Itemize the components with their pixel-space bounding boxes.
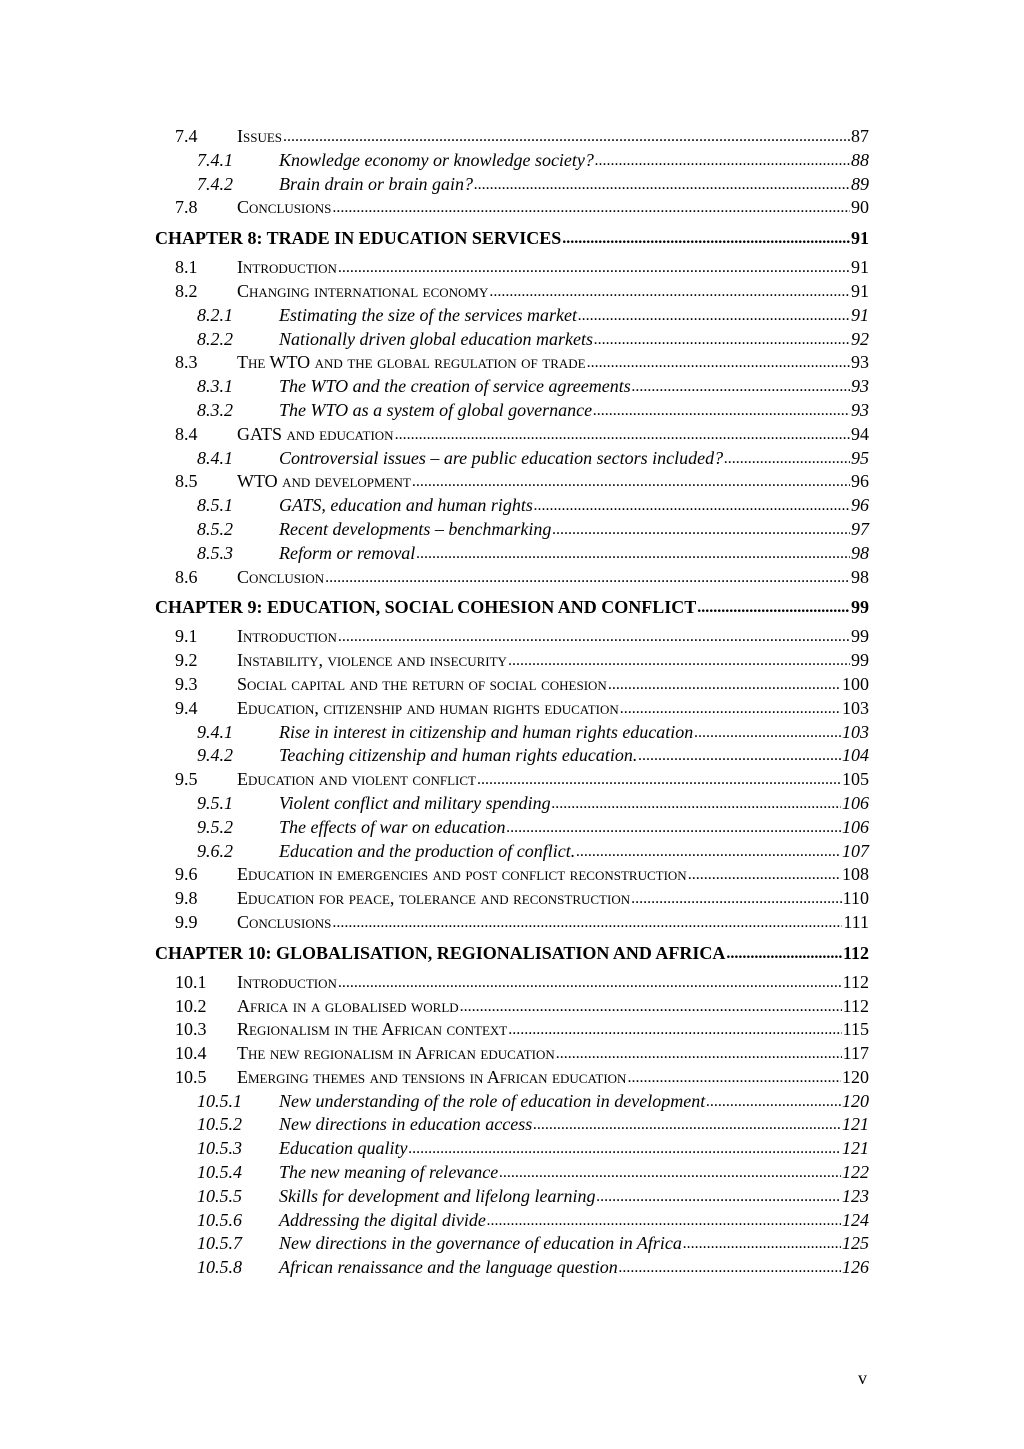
toc-entry-number: 8.3.2 [197, 399, 233, 420]
dot-leader [638, 743, 841, 768]
dot-leader [332, 910, 842, 935]
toc-entry-number: 9.4.1 [197, 721, 233, 742]
toc-entry-number: 8.2 [175, 280, 198, 301]
toc-entry-number: 10.5.7 [197, 1233, 242, 1254]
toc-entry-number: 10.5.5 [197, 1185, 242, 1206]
toc-entry[interactable] [155, 1161, 869, 1185]
toc-entry-number: 10.5.4 [197, 1162, 242, 1183]
toc-entry[interactable] [155, 328, 869, 352]
toc-entry-page: 115 [842, 1019, 869, 1040]
toc-entry-number: 8.5.2 [197, 518, 233, 539]
dot-leader [627, 1065, 841, 1090]
toc-entry[interactable] [155, 542, 869, 566]
toc-entry-page: 93 [851, 352, 869, 373]
dot-leader [460, 994, 842, 1019]
toc-entry-title: The WTO and the creation of service agreements [279, 376, 631, 397]
toc-entry-title: Education in emergencies and post conflict reconstruction [237, 864, 687, 885]
toc-entry-page: 122 [842, 1162, 869, 1183]
toc-entry-title: CHAPTER 9: EDUCATION, SOCIAL COHESION AND CONFLICT [155, 597, 697, 618]
toc-entry[interactable] [155, 887, 869, 911]
toc-entry[interactable] [155, 840, 869, 864]
toc-entry-title: Addressing the digital divide [279, 1209, 486, 1230]
toc-entry-title: Nationally driven global education markets [279, 328, 593, 349]
toc-chapter-entry[interactable] [155, 220, 869, 256]
dot-leader [283, 124, 850, 149]
toc-entry-number: 9.5.1 [197, 792, 233, 813]
toc-entry[interactable] [155, 470, 869, 494]
toc-entry-number: 10.5.8 [197, 1257, 242, 1278]
toc-entry-page: 96 [851, 471, 869, 492]
toc-entry-page: 99 [851, 626, 869, 647]
toc-entry[interactable] [155, 625, 869, 649]
dot-leader [508, 1017, 841, 1042]
toc-entry-title: Skills for development and lifelong learning [279, 1185, 596, 1206]
toc-entry[interactable] [155, 1256, 869, 1280]
toc-entry-title: Issues [237, 126, 283, 146]
dot-leader [477, 767, 841, 792]
toc-entry-page: 88 [851, 149, 869, 170]
page-number: v [858, 1368, 867, 1388]
toc-entry-page: 126 [842, 1257, 869, 1278]
dot-leader [596, 1184, 841, 1209]
toc-entry[interactable] [155, 816, 869, 840]
dot-leader [332, 195, 850, 220]
toc-entry-number: 9.6 [175, 864, 198, 885]
dot-leader [694, 720, 841, 745]
toc-entry[interactable] [155, 375, 869, 399]
dot-leader [632, 374, 850, 399]
toc-entry[interactable] [155, 494, 869, 518]
toc-entry[interactable] [155, 280, 869, 304]
toc-entry-title: Rise in interest in citizenship and human rights education [279, 721, 694, 742]
toc-entry-number: 9.8 [175, 888, 198, 909]
toc-entry[interactable] [155, 721, 869, 745]
toc-entry-number: 9.6.2 [197, 840, 233, 861]
toc-chapter-entry[interactable] [155, 935, 869, 971]
toc-entry-number: 8.4.1 [197, 447, 233, 468]
toc-entry-page: 97 [851, 518, 869, 539]
dot-leader [576, 839, 841, 864]
toc-entry-number: 8.4 [175, 423, 198, 444]
dot-leader [395, 422, 850, 447]
toc-entry-title: GATS, education and human rights [279, 495, 533, 516]
toc-entry[interactable] [155, 351, 869, 375]
toc-entry[interactable] [155, 518, 869, 542]
toc-entry-title: The effects of war on education [279, 816, 506, 837]
toc-entry-number: 7.4.1 [197, 149, 233, 170]
dot-leader [325, 565, 850, 590]
toc-entry-title: WTO and development [237, 471, 411, 492]
toc-entry-title: African renaissance and the language question [279, 1257, 618, 1278]
toc-entry-title: Emerging themes and tensions in African education [237, 1066, 627, 1087]
dot-leader [533, 1112, 841, 1137]
toc-entry-title: Teaching citizenship and human rights education. [279, 745, 638, 766]
toc-entry[interactable] [155, 1113, 869, 1137]
toc-entry-number: 9.1 [175, 626, 198, 647]
toc-entry[interactable] [155, 792, 869, 816]
dot-leader [562, 219, 850, 257]
dot-leader [724, 446, 850, 471]
dot-leader [408, 1136, 841, 1161]
dot-leader [508, 648, 850, 673]
toc-entry-page: 106 [842, 792, 869, 813]
toc-entry-page: 117 [842, 1043, 869, 1064]
dot-leader [688, 862, 841, 887]
dot-leader [338, 970, 842, 995]
toc-entry-title: Conclusions [237, 197, 332, 218]
toc-entry-page: 100 [842, 673, 869, 694]
toc-entry[interactable] [155, 1137, 869, 1161]
toc-entry-page: 103 [842, 721, 869, 742]
toc-entry-number: 7.4.2 [197, 173, 233, 194]
toc-entry-page: 91 [851, 280, 869, 301]
toc-entry-title: Education, citizenship and human rights education [237, 697, 619, 718]
toc-entry-title: Knowledge economy or knowledge society? [279, 149, 594, 170]
toc-entry-title: CHAPTER 8: TRADE IN EDUCATION SERVICES [155, 228, 562, 249]
toc-entry-number: 7.4 [175, 126, 198, 146]
toc-entry-title: Instability, violence and insecurity [237, 650, 507, 671]
toc-entry-number: 8.2.1 [197, 304, 233, 325]
toc-entry-number: 9.9 [175, 911, 198, 932]
dot-leader [499, 1160, 841, 1185]
toc-entry-page: 94 [851, 423, 869, 444]
toc-entry-number: 8.2.2 [197, 328, 233, 349]
toc-entry-number: 9.3 [175, 673, 198, 694]
toc-entry-number: 9.5.2 [197, 816, 233, 837]
toc-entry-page: 87 [851, 126, 869, 146]
dot-leader [594, 327, 850, 352]
toc-entry[interactable] [155, 911, 869, 935]
toc-entry-title: Education for peace, tolerance and reconstruction [237, 888, 631, 909]
toc-entry[interactable] [155, 256, 869, 280]
toc-chapter-entry[interactable] [155, 589, 869, 625]
dot-leader [608, 672, 841, 697]
toc-entry-number: 8.5 [175, 471, 198, 492]
toc-entry[interactable] [155, 399, 869, 423]
dot-leader [506, 815, 841, 840]
toc-entry[interactable] [155, 173, 869, 197]
toc-entry-page: 95 [851, 447, 869, 468]
toc-entry-number: 8.3.1 [197, 376, 233, 397]
dot-leader [619, 1255, 841, 1280]
toc-entry[interactable] [155, 1042, 869, 1066]
toc-entry-page: 121 [842, 1114, 869, 1135]
toc-entry-page: 92 [851, 328, 869, 349]
toc-entry-page: 91 [851, 304, 869, 325]
dot-leader [578, 303, 850, 328]
toc-entry[interactable] [155, 304, 869, 328]
table-of-contents [155, 125, 869, 1280]
toc-entry-title: Violent conflict and military spending [279, 792, 551, 813]
toc-entry-number: 8.1 [175, 257, 198, 278]
toc-entry-title: Conclusions [237, 911, 332, 932]
toc-entry-number: 10.5.3 [197, 1138, 242, 1159]
dot-leader [474, 172, 850, 197]
dot-leader [697, 588, 850, 626]
toc-entry-title: Recent developments – benchmarking [279, 518, 552, 539]
toc-entry-page: 107 [842, 840, 869, 861]
toc-entry[interactable] [155, 863, 869, 887]
dot-leader [706, 1089, 841, 1114]
toc-entry-title: Changing international economy [237, 280, 489, 301]
toc-entry-page: 98 [851, 566, 869, 587]
toc-entry-page: 110 [842, 888, 869, 909]
toc-entry-page: 112 [842, 942, 869, 963]
toc-entry-page: 125 [842, 1233, 869, 1254]
dot-leader [489, 279, 850, 304]
toc-entry[interactable] [155, 149, 869, 173]
toc-entry-number: 10.4 [175, 1043, 207, 1064]
toc-entry-page: 93 [851, 399, 869, 420]
toc-entry-title: Reform or removal [279, 542, 416, 563]
toc-entry-number: 8.6 [175, 566, 198, 587]
toc-entry[interactable] [155, 1209, 869, 1233]
toc-entry-title: Social capital and the return of social cohesion [237, 673, 607, 694]
toc-entry-title: Education and violent conflict [237, 769, 476, 790]
toc-entry-title: CHAPTER 10: GLOBALISATION, REGIONALISATION AND AFRICA [155, 942, 726, 963]
toc-entry[interactable] [155, 649, 869, 673]
toc-entry-page: 89 [851, 173, 869, 194]
toc-entry-page: 120 [842, 1066, 869, 1087]
dot-leader [338, 255, 850, 280]
dot-leader [552, 791, 841, 816]
toc-entry-number: 10.5.1 [197, 1090, 242, 1111]
toc-entry-title: Introduction [237, 257, 337, 278]
toc-entry[interactable] [155, 1066, 869, 1090]
toc-entry-title: The new regionalism in African education [237, 1043, 555, 1064]
toc-entry[interactable] [155, 697, 869, 721]
dot-leader [593, 398, 850, 423]
toc-entry[interactable] [155, 125, 869, 149]
toc-entry-page: 98 [851, 542, 869, 563]
toc-entry-page: 121 [842, 1138, 869, 1159]
toc-entry[interactable] [155, 1185, 869, 1209]
toc-entry-page: 93 [851, 376, 869, 397]
dot-leader [595, 148, 850, 173]
toc-entry[interactable] [155, 447, 869, 471]
toc-entry[interactable] [155, 744, 869, 768]
dot-leader [412, 469, 850, 494]
toc-entry-title: Africa in a globalised world [237, 995, 459, 1016]
toc-entry[interactable] [155, 971, 869, 995]
toc-entry-page: 91 [851, 228, 869, 249]
toc-entry-page: 106 [842, 816, 869, 837]
toc-entry-page: 103 [842, 697, 869, 718]
dot-leader [726, 934, 842, 972]
toc-entry-page: 99 [851, 597, 869, 618]
toc-entry-number: 7.8 [175, 197, 198, 218]
toc-entry-title: The new meaning of relevance [279, 1162, 499, 1183]
toc-entry-title: The WTO and the global regulation of trade [237, 352, 586, 373]
toc-entry-page: 112 [842, 971, 869, 992]
toc-entry-title: Education and the production of conflict. [279, 840, 576, 861]
toc-entry-number: 9.5 [175, 769, 198, 790]
toc-entry-page: 111 [843, 911, 869, 932]
toc-entry-title: GATS and education [237, 423, 394, 444]
toc-entry[interactable] [155, 995, 869, 1019]
toc-entry-page: 105 [842, 769, 869, 790]
toc-entry-number: 9.4.2 [197, 745, 233, 766]
toc-entry-title: Estimating the size of the services market [279, 304, 577, 325]
toc-entry-page: 91 [851, 257, 869, 278]
dot-leader [556, 1041, 842, 1066]
toc-entry-page: 112 [842, 995, 869, 1016]
dot-leader [416, 541, 850, 566]
toc-entry[interactable] [155, 566, 869, 590]
toc-entry-number: 8.3 [175, 352, 198, 373]
dot-leader [683, 1231, 841, 1256]
toc-entry[interactable] [155, 1232, 869, 1256]
toc-entry-page: 104 [842, 745, 869, 766]
dot-leader [534, 493, 850, 518]
toc-entry-title: Introduction [237, 971, 337, 992]
toc-entry-page: 108 [842, 864, 869, 885]
toc-entry-number: 10.1 [175, 971, 207, 992]
toc-entry-title: Education quality [279, 1138, 408, 1159]
toc-entry-title: Conclusion [237, 566, 325, 587]
dot-leader [487, 1208, 841, 1233]
toc-entry-number: 10.5 [175, 1066, 207, 1087]
toc-entry-page: 90 [851, 197, 869, 218]
toc-entry-title: New understanding of the role of education in development [279, 1090, 706, 1111]
toc-entry-title: The WTO as a system of global governance [279, 399, 593, 420]
toc-entry-page: 123 [842, 1185, 869, 1206]
toc-entry-title: Brain drain or brain gain? [279, 173, 474, 194]
toc-entry-number: 8.5.1 [197, 495, 233, 516]
toc-entry-page: 99 [851, 650, 869, 671]
toc-entry-number: 10.5.6 [197, 1209, 242, 1230]
dot-leader [552, 517, 850, 542]
toc-entry-number: 9.4 [175, 697, 198, 718]
dot-leader [587, 350, 850, 375]
toc-entry[interactable] [155, 423, 869, 447]
toc-entry-title: Regionalism in the African context [237, 1019, 508, 1040]
toc-entry-title: Introduction [237, 626, 337, 647]
dot-leader [338, 624, 850, 649]
toc-entry-title: New directions in the governance of education in Africa [279, 1233, 682, 1254]
toc-entry-number: 10.3 [175, 1019, 207, 1040]
toc-entry-number: 8.5.3 [197, 542, 233, 563]
toc-entry-page: 96 [851, 495, 869, 516]
toc-entry-number: 10.5.2 [197, 1114, 242, 1135]
toc-entry-page: 124 [842, 1209, 869, 1230]
toc-entry[interactable] [155, 196, 869, 220]
toc-entry-page: 120 [842, 1090, 869, 1111]
toc-entry[interactable] [155, 1090, 869, 1114]
toc-entry-title: Controversial issues – are public education sectors included? [279, 447, 724, 468]
toc-entry-number: 9.2 [175, 650, 198, 671]
toc-entry-number: 10.2 [175, 995, 207, 1016]
dot-leader [620, 696, 841, 721]
dot-leader [631, 886, 842, 911]
toc-entry[interactable] [155, 768, 869, 792]
toc-entry[interactable] [155, 673, 869, 697]
toc-entry-title: New directions in education access [279, 1114, 533, 1135]
toc-entry[interactable] [155, 1018, 869, 1042]
